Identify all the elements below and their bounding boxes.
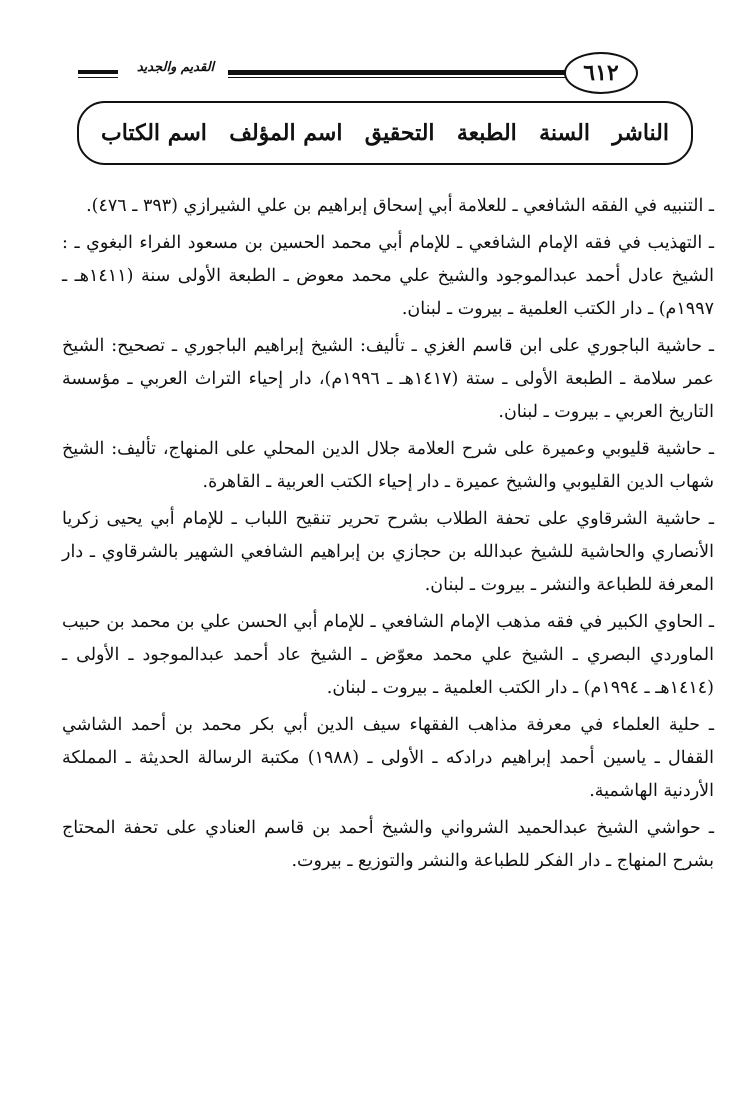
bibliography-entry: ـ حواشي الشيخ عبدالحميد الشرواني والشيخ أحمد بن قاسم العنادي على تحفة المحتاج بشرح المنهاج ـ دار الفكر للطباعة والنشر والتوزيع ـ بيروت. (62, 818, 714, 871)
column-publisher: الناشر (612, 120, 669, 146)
column-book-name: اسم الكتاب (101, 120, 207, 146)
running-title: القديم والجديد (136, 60, 215, 75)
header-rule (228, 70, 568, 75)
bibliography-entry: ـ التهذيب في فقه الإمام الشافعي ـ للإمام أبي محمد الحسين بن مسعود الفراء البغوي ـ : الشيخ عادل أحمد عبدالموجود والشيخ علي محمد معوض ـ الطبعة الأولى سنة (١٤١١هـ ـ ١٩٩٧م) ـ دار الكتب العلمية ـ بيروت ـ لبنان. (62, 233, 715, 319)
bibliography-entry: ـ حلية العلماء في معرفة مذاهب الفقهاء سيف الدين أبي بكر محمد بن أحمد الشاشي القفال ـ ياسين أحمد إبراهيم درادكه ـ الأولى ـ (١٩٨٨) مكتبة الرسالة الحديثة ـ المملكة الأردنية الهاشمية. (62, 715, 714, 801)
page-header (78, 52, 698, 94)
bibliography-entry: ـ حاشية الشرقاوي على تحفة الطلاب بشرح تحرير تنقيح اللباب ـ للإمام أبي يحيى زكريا الأنصاري والحاشية للشيخ عبدالله بن حجازي بن إبراهيم الشافعي الشهير بالشرقاوي ـ دار المعرفة للطباعة والنشر ـ بيروت ـ لبنان. (62, 509, 714, 595)
column-year: السنة (539, 120, 590, 146)
columns-header-box (77, 101, 693, 165)
column-author-name: اسم المؤلف (229, 120, 343, 146)
bibliography-entry: ـ التنبيه في الفقه الشافعي ـ للعلامة أبي إسحاق إبراهيم بن علي الشيرازي (٣٩٣ ـ ٤٧٦). (86, 196, 714, 216)
bibliography-list (62, 190, 714, 882)
bibliography-entry: ـ حاشية الباجوري على ابن قاسم الغزي ـ تأليف: الشيخ إبراهيم الباجوري ـ تصحيح: الشيخ عمر سلامة ـ الطبعة الأولى ـ ستة (١٤١٧هـ ـ ١٩٩٦م)، دار إحياء التراث العربي ـ مؤسسة التاريخ العربي ـ بيروت ـ لبنان. (62, 336, 714, 422)
column-edition: الطبعة (456, 120, 517, 146)
header-rule-left (78, 70, 118, 74)
column-editing: التحقيق (364, 120, 435, 146)
bibliography-entry: ـ الحاوي الكبير في فقه مذهب الإمام الشافعي ـ للإمام أبي الحسن علي بن محمد بن حبيب الماوردي البصري ـ الشيخ علي محمد معوّض ـ الشيخ عاد أحمد عبدالموجود ـ الأولى ـ (١٤١٤هـ ـ ١٩٩٤م) ـ دار الكتب العلمية ـ بيروت ـ لبنان. (62, 612, 714, 698)
bibliography-entry: ـ حاشية قليوبي وعميرة على شرح العلامة جلال الدين المحلي على المنهاج، تأليف: الشيخ شهاب الدين القليوبي والشيخ عميرة ـ دار إحياء الكتب العربية ـ القاهرة. (62, 439, 714, 492)
page-number: ٦١٢ (564, 52, 638, 94)
